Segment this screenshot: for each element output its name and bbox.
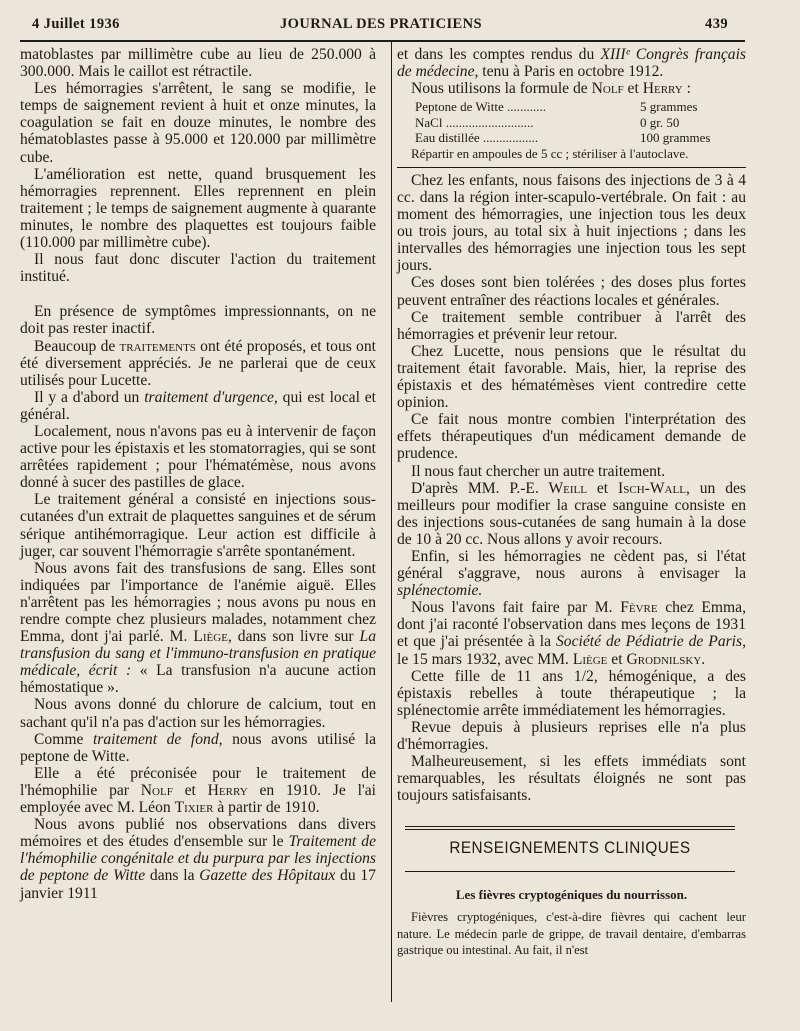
issue-date: 4 Juillet 1936 xyxy=(32,16,120,32)
paragraph: Elle a été préconisée pour le traitement de l'hémophilie par Nolf et Herry en 1910. Je l'ai employée avec M. Léon Tixier à partir de 1910. xyxy=(20,764,376,817)
spacer xyxy=(20,285,376,303)
paragraph: Fièvres cryptogéniques, c'est-à-dire fièvres qui cachent leur nature. Le médecin parle de grippe, de travail dentaire, d'embarras gastrique ou intestinal. Au fait, il n'est xyxy=(397,910,746,958)
paragraph: Le traitement général a consisté en injections sous-cutanées d'un extrait de plaquettes sanguines et de sérum sérique antihémorragique. Leur action est difficile à juger, car souvent l'hémorragie s'arrête spontanément. xyxy=(20,491,376,560)
ingredient-amount: 0 gr. 50 xyxy=(640,114,680,130)
paragraph: Nous l'avons fait faire par M. Fèvre chez Emma, dont j'ai raconté l'observation dans mes leçons de 1931 et que j'ai présentée à la Société de Pédiatrie de Paris, le 15 mars 1932, avec MM. Liège et Grodnilsky. xyxy=(397,599,746,668)
paragraph: Nous avons donné du chlorure de calcium, tout en sachant qu'il n'a pas d'action sur les hémorragies. xyxy=(20,696,376,731)
page-header xyxy=(22,16,742,38)
ingredient-name: Peptone de Witte ............ xyxy=(415,99,547,115)
paragraph: Il nous faut donc discuter l'action du traitement institué. xyxy=(20,251,376,286)
paragraph: Malheureusement, si les effets immédiats sont remarquables, les résultats éloignés ne sont pas toujours satisfaisants. xyxy=(397,753,746,805)
formula-note: Répartir en ampoules de 5 cc ; stériliser à l'autoclave. xyxy=(411,145,689,161)
ingredient-name: Eau distillée ................. xyxy=(415,130,539,146)
journal-title: JOURNAL DES PRATICIENS xyxy=(280,16,482,32)
paragraph: Beaucoup de traitements ont été proposés, et tous ont été diversement appréciés. Je ne parlerai que de ceux utilisés pour Lucette. xyxy=(20,337,376,389)
ingredient-amount: 5 grammes xyxy=(640,99,698,115)
paragraph: Nous utilisons la formule de Nolf et Herry : xyxy=(411,80,691,98)
paragraph: Chez Lucette, nous pensions que le résultat du traitement était favorable. Mais, hier, la reprise des épistaxis et des hématémèses vient contredire cette opinion. xyxy=(397,342,746,412)
paragraph: Il y a d'abord un traitement d'urgence, qui est local et général. xyxy=(20,388,377,423)
section-rule xyxy=(405,829,735,830)
article-subheading: Les fièvres cryptogéniques du nourrisson. xyxy=(455,887,688,903)
paragraph: Ces doses sont bien tolérées ; des doses plus fortes peuvent entraîner des réactions locales et générales. xyxy=(397,274,746,309)
paragraph: matoblastes par millimètre cube au lieu de 250.000 à 300.000. Mais le caillot est rétractile. xyxy=(20,46,376,81)
left-column xyxy=(20,46,376,902)
paragraph: En présence de symptômes impressionnants, on ne doit pas rester inactif. xyxy=(20,303,376,338)
paragraph: Chez les enfants, nous faisons des injections de 3 à 4 cc. dans la région inter-scapulo-vertébrale. On fait : au moment des hémorragies, une injection tous les deux ou trois jours, au total six à huit injections ; dans les intervalles des hémorragies une injection tous les sept jours. xyxy=(397,171,746,275)
divider xyxy=(397,167,746,168)
paragraph: Enfin, si les hémorragies ne cèdent pas, si l'état général s'aggrave, nous aurons à envisager la splénectomie. xyxy=(397,547,746,600)
paragraph: L'amélioration est nette, quand brusquement les hémorragies reprennent. Elles reprennent en plein traitement ; le temps de saignement augmente à quarante minutes, le nombre des plaquettes est toujours faible (110.000 par millimètre cube). xyxy=(20,165,376,252)
section-header xyxy=(405,826,735,872)
header-rule xyxy=(20,40,745,42)
paragraph: D'après MM. P.-E. Weill et Isch-Wall, un des meilleurs pour modifier la crase sanguine consiste en des injections sous-cutanées de sang humain à la dose de 10 à 20 cc. Nous allons y avoir recours. xyxy=(397,479,746,548)
paragraph: et dans les comptes rendus du XIIIᵉ Congrès français de médecine, tenu à Paris en octobre 1912. xyxy=(397,46,746,81)
peptone-formula xyxy=(397,99,746,161)
formula-row xyxy=(397,130,746,145)
paragraph: Nous avons fait des transfusions de sang. Elles sont indiquées par l'importance de l'anémie aiguë. Elles n'arrêtent pas les hémorragies ; nous avons pu nous en rendre compte chez plusieurs malades, notamment chez Emma, dont j'ai parlé. M. Liège, dans son livre sur La transfusion du sang et l'immuno-transfusion en pratique médicale, écrit : « La transfusion n'a aucune action hémostatique ». xyxy=(20,559,377,697)
ingredient-name: NaCl ........................... xyxy=(415,114,534,130)
section-rule xyxy=(405,871,735,872)
ingredient-amount: 100 grammes xyxy=(640,130,711,146)
section-title: RENSEIGNEMENTS CLINIQUES xyxy=(449,838,691,858)
paragraph: Localement, nous n'avons pas eu à intervenir de façon active pour les épistaxis et les stomatorragies, qui se sont arrêtées rapidement ; pour l'hématémèse, nous avons donné à sucer des pastilles de glace. xyxy=(20,422,376,492)
paragraph: Nous avons publié nos observations dans divers mémoires et des études d'ensemble sur le Traitement de l'hémophilie congénitale et du purpura par les injections de peptone de Witte dans la Gazette des Hôpitaux du 17 janvier 1911 xyxy=(20,816,376,902)
page-number: 439 xyxy=(705,16,728,32)
formula-row xyxy=(397,115,746,130)
paragraph: Les hémorragies s'arrêtent, le sang se modifie, le temps de saignement revient à huit et onze minutes, la coagulation se fait en douze minutes, le nombre des hématoblastes passe à 95.000 et 120.000 par millimètre cube. xyxy=(20,80,376,166)
formula-row xyxy=(397,99,746,114)
paragraph: Cette fille de 11 ans 1/2, hémogénique, a des épistaxis rebelles à toute thérapeutique ; la splénectomie arrête immédiatement les hémorragies. xyxy=(397,667,746,719)
paragraph: Ce traitement semble contribuer à l'arrêt des hémorragies et prévenir leur retour. xyxy=(397,308,746,343)
paragraph: Revue depuis à plusieurs reprises elle n'a plus d'hémorragies. xyxy=(397,718,746,753)
right-column xyxy=(397,46,746,959)
column-divider xyxy=(391,42,392,1002)
paragraph: Il nous faut chercher un autre traitement. xyxy=(411,462,666,480)
paragraph: Comme traitement de fond, nous avons utilisé la peptone de Witte. xyxy=(20,730,377,765)
section-rule xyxy=(405,826,735,827)
paragraph: Ce fait nous montre combien l'interprétation des effets thérapeutiques d'un médicament demande de prudence. xyxy=(397,411,746,463)
